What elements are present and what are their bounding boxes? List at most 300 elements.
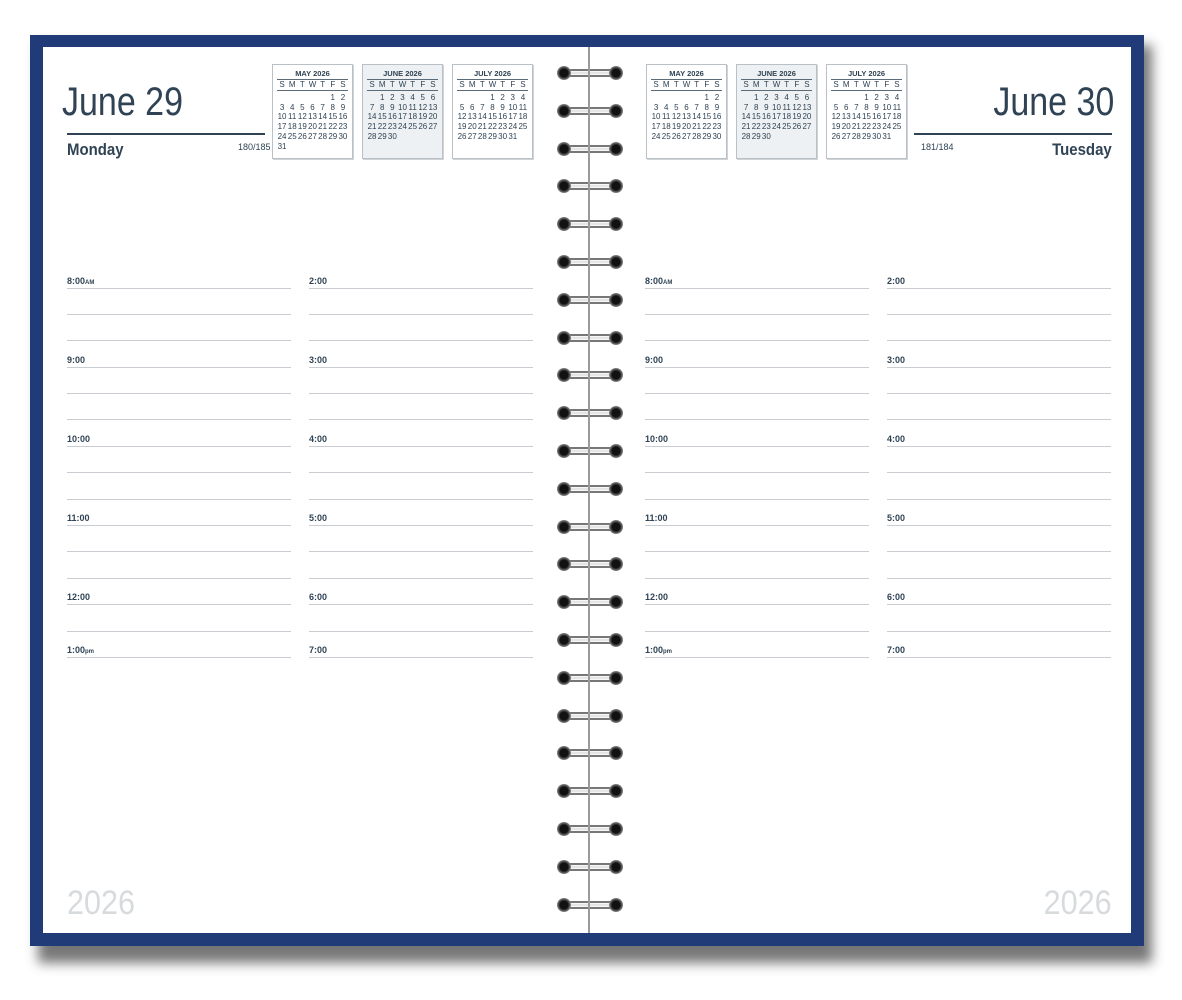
calendar-day: 29	[377, 131, 387, 141]
time-label	[645, 592, 670, 602]
time-label-hour: 11:00	[645, 513, 668, 523]
day-header: S	[653, 80, 659, 89]
day-header: T	[410, 80, 416, 89]
calendar-day: 3	[279, 102, 285, 112]
spiral-spine	[588, 47, 590, 933]
calendar-day: 11	[288, 112, 297, 122]
calendar-day: 14	[692, 112, 702, 122]
calendar-day: 10	[398, 102, 407, 112]
ring-hole-right	[609, 746, 623, 760]
day-header: F	[510, 80, 516, 89]
calendar-day: 8	[379, 102, 385, 112]
ring-hole-left	[557, 520, 571, 534]
writing-line	[887, 288, 1111, 289]
calendar-day: 16	[387, 112, 397, 122]
calendar-day: 27	[841, 131, 851, 141]
calendar-day: 17	[277, 122, 287, 132]
calendar-day: 6	[843, 102, 849, 112]
calendar-day: 14	[851, 112, 861, 122]
calendar-day	[457, 93, 467, 103]
calendar-day	[792, 132, 802, 142]
calendar-day: 14	[741, 112, 751, 122]
calendar-day: 16	[712, 112, 722, 122]
week-row	[651, 122, 722, 132]
calendar-day: 18	[518, 112, 528, 122]
calendar-day: 10	[772, 102, 781, 112]
calendar-day: 19	[792, 112, 802, 122]
writing-line	[309, 604, 533, 605]
calendar-day: 10	[882, 102, 892, 112]
spiral-ring	[557, 179, 623, 193]
writing-line	[645, 340, 869, 341]
ring-hole-right	[609, 444, 623, 458]
time-label-hour: 10:00	[645, 434, 669, 444]
time-label	[645, 355, 665, 365]
calendar-day: 6	[684, 102, 689, 112]
ring-hole-right	[609, 633, 623, 647]
day-header: T	[479, 80, 485, 89]
day-header: S	[804, 80, 810, 89]
time-label-hour: 1:00	[645, 645, 664, 655]
day-header: W	[862, 80, 871, 89]
week-row	[277, 103, 348, 113]
calendar-day: 17	[651, 122, 661, 132]
spiral-ring	[557, 482, 623, 496]
ring-hole-left	[557, 822, 571, 836]
calendar-day: 11	[662, 112, 671, 122]
ring-hole-right	[609, 784, 623, 798]
spiral-ring	[557, 557, 623, 571]
day-header: W	[488, 80, 497, 89]
day-header: S	[279, 80, 285, 89]
calendar-day	[338, 142, 348, 152]
writing-line	[309, 499, 533, 500]
calendar-day: 6	[469, 102, 475, 112]
day-header: F	[704, 80, 710, 89]
calendar-day: 28	[477, 131, 487, 141]
week-row	[457, 122, 528, 132]
calendar-day: 24	[398, 122, 407, 132]
day-header: T	[763, 80, 769, 89]
time-label	[887, 434, 907, 444]
day-header: T	[694, 80, 700, 89]
right-weekday: Tuesday	[1052, 140, 1112, 159]
calendar-day: 30	[712, 131, 722, 141]
day-header-row	[457, 80, 528, 91]
calendar-day: 4	[784, 92, 789, 102]
calendar-day: 1	[330, 92, 335, 102]
ring-hole-right	[609, 595, 623, 609]
ring-hole-right	[609, 179, 623, 193]
day-header: T	[874, 80, 880, 89]
calendar-day: 3	[774, 92, 779, 102]
calendar-day: 10	[508, 102, 518, 112]
ring-hole-left	[557, 104, 571, 118]
writing-line	[309, 631, 533, 632]
calendar-day: 21	[318, 122, 328, 132]
day-header: M	[752, 80, 760, 89]
calendar-day: 17	[508, 112, 518, 122]
ring-hole-left	[557, 746, 571, 760]
day-header: T	[853, 80, 859, 89]
ring-hole-right	[609, 104, 623, 118]
calendar-day: 28	[851, 131, 861, 141]
calendar-day: 29	[328, 131, 338, 141]
calendar-day: 30	[387, 131, 397, 141]
time-label-hour: 10:00	[67, 434, 91, 444]
ring-hole-right	[609, 898, 623, 912]
calendar-day: 6	[804, 92, 810, 102]
writing-line	[645, 631, 869, 632]
week-row	[831, 93, 902, 103]
writing-line	[67, 367, 291, 368]
calendar-day: 4	[894, 92, 900, 102]
spiral-ring	[557, 293, 623, 307]
day-header: S	[894, 80, 900, 89]
spiral-ring	[557, 444, 623, 458]
week-row	[367, 112, 438, 122]
calendar-day: 22	[751, 122, 761, 132]
ring-hole-left	[557, 898, 571, 912]
writing-line	[645, 472, 869, 473]
time-label-hour: 5:00	[309, 513, 328, 523]
spiral-ring	[557, 898, 623, 912]
calendar-day: 22	[702, 122, 712, 132]
calendar-day: 29	[702, 131, 712, 141]
week-row	[741, 112, 812, 122]
writing-line	[309, 419, 533, 420]
right-day-count: 181/184	[921, 142, 954, 152]
calendar-day: 27	[682, 131, 691, 141]
week-row	[277, 132, 348, 142]
time-label-suffix: pm	[663, 649, 673, 655]
calendar-day: 29	[751, 131, 761, 141]
spiral-ring	[557, 671, 623, 685]
right-date: June 30	[993, 80, 1114, 124]
writing-line	[887, 499, 1111, 500]
time-label-hour: 12:00	[645, 592, 669, 602]
ring-hole-right	[609, 822, 623, 836]
writing-line	[67, 446, 291, 447]
day-header: T	[500, 80, 506, 89]
calendar-day: 4	[663, 102, 669, 112]
ring-hole-left	[557, 255, 571, 269]
time-label	[645, 434, 670, 444]
week-row	[831, 132, 902, 142]
writing-line	[887, 525, 1111, 526]
calendar-day: 2	[874, 92, 879, 102]
calendar-day: 5	[459, 102, 465, 112]
day-header-row	[277, 80, 348, 91]
writing-line	[309, 340, 533, 341]
time-label-hour: 11:00	[67, 513, 90, 523]
time-label	[887, 355, 907, 365]
calendar-day: 4	[520, 92, 526, 102]
spiral-ring	[557, 368, 623, 382]
calendar-day	[307, 142, 317, 152]
calendar-day: 15	[702, 112, 712, 122]
week-row	[277, 93, 348, 103]
time-label	[309, 592, 329, 602]
calendar-day: 20	[428, 112, 438, 122]
time-label	[309, 276, 329, 286]
ring-hole-left	[557, 293, 571, 307]
writing-line	[67, 631, 291, 632]
calendar-day: 27	[802, 122, 812, 132]
calendar-day	[428, 132, 438, 142]
week-row	[651, 112, 722, 122]
ring-hole-right	[609, 293, 623, 307]
ring-hole-left	[557, 557, 571, 571]
mini-calendar-title: MAY 2026	[277, 69, 348, 80]
spiral-ring	[557, 633, 623, 647]
calendar-day	[287, 93, 297, 103]
calendar-day: 8	[330, 102, 335, 112]
mini-calendar	[272, 64, 353, 159]
calendar-day: 30	[872, 131, 882, 141]
writing-line	[645, 419, 869, 420]
calendar-day: 24	[651, 131, 661, 141]
calendar-day: 25	[518, 122, 528, 132]
calendar-day: 14	[477, 112, 487, 122]
calendar-day	[277, 93, 287, 103]
calendar-day: 31	[882, 131, 892, 141]
calendar-day: 2	[764, 92, 769, 102]
spiral-ring	[557, 142, 623, 156]
writing-line	[309, 551, 533, 552]
calendar-day: 29	[488, 131, 497, 141]
ring-hole-left	[557, 709, 571, 723]
time-label	[887, 645, 907, 655]
calendar-day	[328, 142, 338, 152]
calendar-day: 30	[761, 131, 771, 141]
day-header: F	[330, 80, 336, 89]
calendar-day: 20	[308, 122, 317, 132]
writing-line	[887, 551, 1111, 552]
spiral-ring	[557, 406, 623, 420]
calendar-day: 1	[704, 92, 709, 102]
calendar-day: 20	[841, 122, 851, 132]
calendar-day: 2	[500, 92, 505, 102]
week-row	[741, 93, 812, 103]
calendar-day: 27	[467, 131, 477, 141]
calendar-day: 5	[794, 92, 799, 102]
time-label	[645, 645, 674, 655]
calendar-day: 9	[340, 102, 346, 112]
calendar-day: 8	[490, 102, 495, 112]
week-row	[367, 132, 438, 142]
calendar-day	[771, 132, 781, 142]
calendar-day: 18	[782, 112, 792, 122]
time-label-hour: 3:00	[309, 355, 328, 365]
calendar-day: 1	[379, 92, 385, 102]
calendar-day: 12	[457, 112, 467, 122]
calendar-day	[408, 132, 418, 142]
calendar-day	[287, 142, 297, 152]
calendar-day: 10	[277, 112, 287, 122]
calendar-day: 7	[854, 102, 859, 112]
time-label-hour: 2:00	[309, 276, 328, 286]
time-label	[67, 513, 92, 523]
time-label	[67, 434, 92, 444]
calendar-day: 17	[772, 112, 781, 122]
calendar-day: 8	[753, 102, 759, 112]
ring-hole-left	[557, 179, 571, 193]
calendar-day: 9	[500, 102, 505, 112]
writing-line	[309, 446, 533, 447]
time-label	[67, 592, 92, 602]
writing-line	[67, 288, 291, 289]
left-date: June 29	[62, 80, 183, 124]
calendar-day: 19	[457, 122, 467, 132]
spiral-ring	[557, 709, 623, 723]
writing-line	[67, 419, 291, 420]
writing-line	[645, 446, 869, 447]
calendar-day: 13	[308, 112, 317, 122]
calendar-day	[367, 93, 377, 103]
calendar-day	[681, 93, 691, 103]
left-date-rule	[67, 133, 265, 135]
calendar-day: 13	[682, 112, 691, 122]
calendar-day: 26	[671, 131, 681, 141]
calendar-day: 8	[864, 102, 869, 112]
day-header: W	[398, 80, 407, 89]
ring-hole-left	[557, 217, 571, 231]
spiral-ring	[557, 595, 623, 609]
writing-line	[67, 578, 291, 579]
mini-calendar-title: JULY 2026	[457, 69, 528, 80]
ring-hole-right	[609, 557, 623, 571]
calendar-day: 7	[480, 102, 485, 112]
calendar-day: 31	[508, 131, 518, 141]
writing-line	[309, 367, 533, 368]
calendar-day: 11	[782, 102, 791, 112]
writing-line	[67, 393, 291, 394]
calendar-day: 13	[428, 102, 438, 112]
week-row	[367, 93, 438, 103]
ring-hole-right	[609, 368, 623, 382]
day-header: M	[662, 80, 670, 89]
calendar-day: 26	[831, 131, 841, 141]
mini-calendar	[452, 64, 533, 159]
calendar-day	[782, 132, 792, 142]
writing-line	[645, 525, 869, 526]
day-header: W	[308, 80, 317, 89]
writing-line	[887, 657, 1111, 658]
time-label	[887, 276, 907, 286]
calendar-day: 30	[338, 131, 348, 141]
writing-line	[887, 393, 1111, 394]
right-page	[589, 47, 1131, 933]
calendar-day: 24	[772, 122, 781, 132]
writing-line	[309, 472, 533, 473]
calendar-day	[741, 93, 751, 103]
spiral-ring	[557, 822, 623, 836]
calendar-day	[518, 132, 528, 142]
writing-line	[887, 604, 1111, 605]
calendar-day	[661, 93, 671, 103]
calendar-day: 7	[694, 102, 699, 112]
calendar-day	[307, 93, 317, 103]
calendar-day: 11	[518, 102, 528, 112]
spiral-ring	[557, 217, 623, 231]
ring-hole-left	[557, 671, 571, 685]
spiral-ring	[557, 255, 623, 269]
calendar-day: 2	[390, 92, 395, 102]
ring-hole-right	[609, 482, 623, 496]
calendar-day: 7	[369, 102, 375, 112]
day-header: S	[430, 80, 436, 89]
time-label	[309, 645, 329, 655]
calendar-day	[318, 142, 328, 152]
week-row	[741, 132, 812, 142]
calendar-day: 25	[287, 131, 297, 141]
week-row	[651, 93, 722, 103]
calendar-day: 26	[792, 122, 802, 132]
calendar-day: 22	[862, 122, 871, 132]
day-header: M	[288, 80, 296, 89]
time-label-suffix: AM	[85, 280, 95, 286]
writing-line	[67, 472, 291, 473]
week-row	[831, 103, 902, 113]
calendar-day: 2	[714, 92, 720, 102]
day-header-row	[831, 80, 902, 91]
calendar-day: 1	[753, 92, 759, 102]
ring-hole-right	[609, 520, 623, 534]
calendar-day: 29	[862, 131, 871, 141]
time-label	[67, 645, 96, 655]
ring-hole-left	[557, 595, 571, 609]
calendar-day: 3	[884, 92, 889, 102]
writing-line	[645, 367, 869, 368]
calendar-day: 22	[328, 122, 338, 132]
calendar-day	[477, 93, 487, 103]
calendar-day: 5	[674, 102, 679, 112]
week-row	[367, 122, 438, 132]
calendar-day: 7	[320, 102, 325, 112]
writing-line	[645, 604, 869, 605]
day-header: W	[682, 80, 691, 89]
calendar-day: 31	[277, 141, 287, 151]
time-label	[645, 513, 670, 523]
spiral-ring	[557, 860, 623, 874]
week-row	[457, 93, 528, 103]
time-label-hour: 4:00	[309, 434, 328, 444]
calendar-day	[467, 93, 477, 103]
calendar-day: 19	[297, 122, 307, 132]
mini-calendar	[826, 64, 907, 159]
calendar-day: 6	[310, 102, 315, 112]
writing-line	[67, 604, 291, 605]
calendar-day: 13	[841, 112, 851, 122]
ring-hole-left	[557, 368, 571, 382]
calendar-day: 7	[743, 102, 749, 112]
ring-hole-left	[557, 784, 571, 798]
writing-line	[67, 340, 291, 341]
mini-calendar-title: MAY 2026	[651, 69, 722, 80]
day-header: M	[468, 80, 476, 89]
calendar-day	[397, 132, 407, 142]
calendar-day: 21	[477, 122, 487, 132]
right-date-rule	[914, 133, 1112, 135]
calendar-day	[651, 93, 661, 103]
mini-calendar	[736, 64, 817, 159]
time-label-hour: 9:00	[67, 355, 86, 365]
calendar-day: 28	[367, 131, 377, 141]
calendar-day: 20	[682, 122, 691, 132]
calendar-day: 5	[833, 102, 839, 112]
calendar-day	[692, 93, 702, 103]
